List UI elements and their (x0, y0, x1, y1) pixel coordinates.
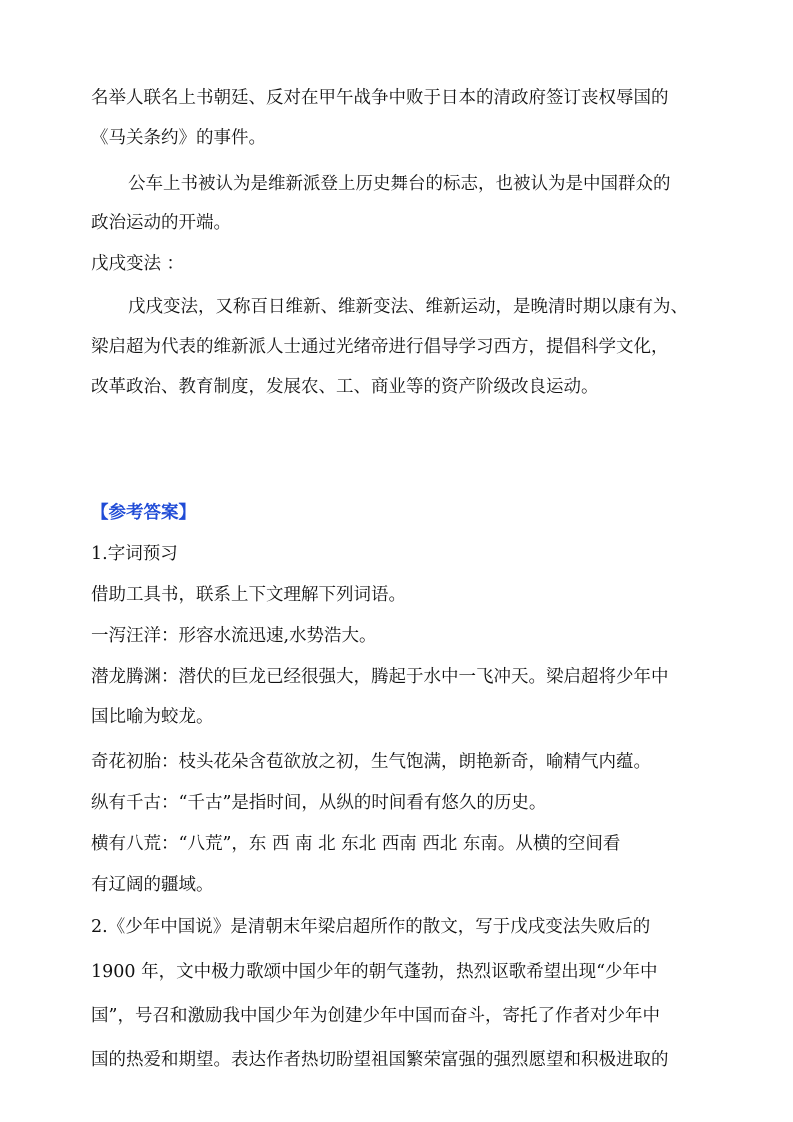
section2-line-1: 2.《少年中国说》是清朝末年梁启超所作的散文，写于戊戌变法失败后的 (91, 917, 651, 937)
wuxu-paragraph-line-2: 梁启超为代表的维新派人士通过光绪帝进行倡导学习西方，提倡科学文化， (91, 337, 669, 357)
section2-line-2: 1900 年，文中极力歌颂中国少年的朝气蓬勃，热烈讴歌希望出现“少年中 (91, 962, 658, 982)
vocab-item: 国比喻为蛟龙。 (91, 707, 214, 727)
vocab-item: 横有八荒：“八荒”，东 西 南 北 东北 西南 西北 东南。从横的空间看 (91, 834, 621, 854)
vocab-item: 一泻汪洋：形容水流迅速,水势浩大。 (91, 626, 377, 646)
gongche-paragraph-line-2: 政治运动的开端。 (91, 213, 231, 233)
vocab-item: 潜龙腾渊：潜伏的巨龙已经很强大，腾起于水中一飞冲天。梁启超将少年中 (91, 667, 669, 687)
section2-line-3: 国”，号召和激励我中国少年为创建少年中国而奋斗，寄托了作者对少年中 (91, 1006, 660, 1026)
vocab-item: 奇花初胎：枝头花朵含苞欲放之初，生气饱满，朗艳新奇，喻精气内蕴。 (91, 752, 651, 772)
wuxu-paragraph-line-1: 戊戌变法，又称百日维新、维新变法、维新运动，是晚清时期以康有为、 (128, 297, 688, 317)
gongche-paragraph-line-1: 公车上书被认为是维新派登上历史舞台的标志，也被认为是中国群众的 (128, 174, 671, 194)
answers-heading: 【参考答案】 (91, 503, 196, 523)
section1-intro: 借助工具书，联系上下文理解下列词语。 (91, 585, 406, 605)
intro-line-2: 《马关条约》的事件。 (91, 128, 266, 148)
vocab-item: 纵有千古：“千古”是指时间，从纵的时间看有悠久的历史。 (91, 793, 547, 813)
section1-title: 1.字词预习 (91, 544, 178, 564)
wuxu-title: 戊戌变法 ： (91, 254, 185, 274)
section2-line-4: 国的热爱和期望。表达作者热切盼望祖国繁荣富强的强烈愿望和积极进取的 (91, 1050, 669, 1070)
vocab-item: 有辽阔的疆域。 (91, 875, 214, 895)
intro-line-1: 名举人联名上书朝廷、反对在甲午战争中败于日本的清政府签订丧权辱国的 (91, 88, 669, 108)
wuxu-paragraph-line-3: 改革政治、教育制度，发展农、工、商业等的资产阶级改良运动。 (91, 377, 599, 397)
